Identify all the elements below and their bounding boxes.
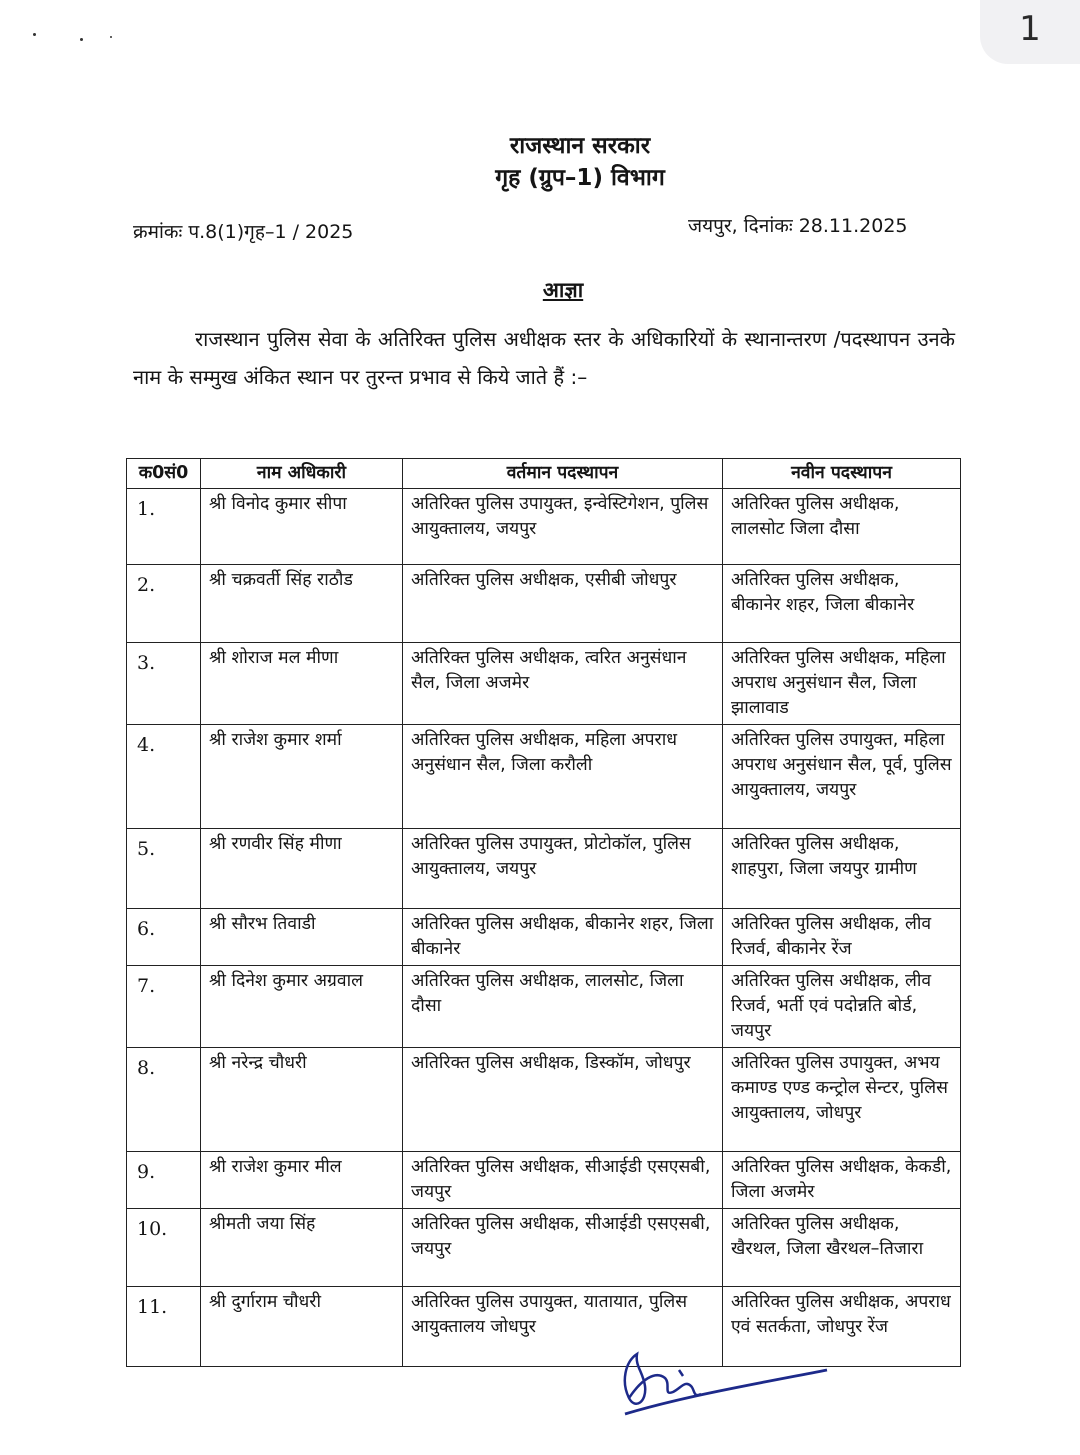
cell-current-posting: अतिरिक्त पुलिस उपायुक्त, इन्वेस्टिगेशन, पुलिस आयुक्तालय, जयपुर bbox=[403, 489, 723, 565]
order-body-text: राजस्थान पुलिस सेवा के अतिरिक्त पुलिस अधीक्षक स्तर के अधिकारियों के स्थानान्तरण /पदस्थापन उनके नाम के सम्मुख अंकित स्थान पर तुरन्त प्रभाव से किये जाते हैं :– bbox=[133, 327, 955, 389]
col-header-name: नाम अधिकारी bbox=[201, 459, 403, 489]
table-row bbox=[127, 829, 961, 909]
cell-sno: 8. bbox=[127, 1048, 201, 1152]
table-row bbox=[127, 966, 961, 1048]
government-name: राजस्थान सरकार bbox=[509, 133, 651, 159]
dust-speck bbox=[110, 36, 112, 38]
order-title: आज्ञा bbox=[542, 278, 584, 302]
cell-officer-name: श्री राजेश कुमार शर्मा bbox=[201, 725, 403, 829]
cell-officer-name: श्री रणवीर सिंह मीणा bbox=[201, 829, 403, 909]
cell-sno: 5. bbox=[127, 829, 201, 909]
cell-new-posting: अतिरिक्त पुलिस अधीक्षक, लीव रिजर्व, बीकानेर रेंज bbox=[723, 909, 961, 966]
cell-new-posting: अतिरिक्त पुलिस अधीक्षक, अपराध एवं सतर्कता, जोधपुर रेंज bbox=[723, 1287, 961, 1367]
cell-current-posting: अतिरिक्त पुलिस अधीक्षक, सीआईडी एसएसबी, जयपुर bbox=[403, 1209, 723, 1287]
cell-sno: 6. bbox=[127, 909, 201, 966]
page-number-badge: 1 bbox=[980, 0, 1080, 64]
table-row bbox=[127, 1209, 961, 1287]
cell-officer-name: श्री शोराज मल मीणा bbox=[201, 643, 403, 725]
cell-current-posting: अतिरिक्त पुलिस अधीक्षक, सीआईडी एसएसबी, जयपुर bbox=[403, 1152, 723, 1209]
cell-current-posting: अतिरिक्त पुलिस अधीक्षक, एसीबी जोधपुर bbox=[403, 565, 723, 643]
document-header bbox=[0, 130, 1080, 194]
reference-number: क्रमांकः प.8(1)गृह–1 / 2025 bbox=[133, 221, 354, 243]
cell-officer-name: श्री दुर्गाराम चौधरी bbox=[201, 1287, 403, 1367]
cell-new-posting: अतिरिक्त पुलिस अधीक्षक, लीव रिजर्व, भर्ती एवं पदोन्नति बोर्ड, जयपुर bbox=[723, 966, 961, 1048]
table-row bbox=[127, 909, 961, 966]
cell-new-posting: अतिरिक्त पुलिस अधीक्षक, महिला अपराध अनुसंधान सैल, जिला झालावाड bbox=[723, 643, 961, 725]
cell-current-posting: अतिरिक्त पुलिस अधीक्षक, त्वरित अनुसंधान सैल, जिला अजमेर bbox=[403, 643, 723, 725]
col-header-current-posting: वर्तमान पदस्थापन bbox=[403, 459, 723, 489]
cell-current-posting: अतिरिक्त पुलिस उपायुक्त, यातायात, पुलिस आयुक्तालय जोधपुर bbox=[403, 1287, 723, 1367]
cell-sno: 1. bbox=[127, 489, 201, 565]
dust-speck bbox=[80, 38, 83, 41]
cell-sno: 9. bbox=[127, 1152, 201, 1209]
table-row bbox=[127, 565, 961, 643]
cell-new-posting: अतिरिक्त पुलिस उपायुक्त, अभय कमाण्ड एण्ड कन्ट्रोल सेन्टर, पुलिस आयुक्तालय, जोधपुर bbox=[723, 1048, 961, 1152]
cell-sno: 10. bbox=[127, 1209, 201, 1287]
cell-officer-name: श्री नरेन्द्र चौधरी bbox=[201, 1048, 403, 1152]
cell-new-posting: अतिरिक्त पुलिस अधीक्षक, केकडी, जिला अजमेर bbox=[723, 1152, 961, 1209]
cell-sno: 11. bbox=[127, 1287, 201, 1367]
transfer-table bbox=[126, 458, 961, 1367]
cell-officer-name: श्रीमती जया सिंह bbox=[201, 1209, 403, 1287]
cell-officer-name: श्री चक्रवर्ती सिंह राठौड bbox=[201, 565, 403, 643]
cell-officer-name: श्री सौरभ तिवाडी bbox=[201, 909, 403, 966]
place-date: जयपुर, दिनांकः 28.11.2025 bbox=[688, 215, 908, 237]
cell-new-posting: अतिरिक्त पुलिस अधीक्षक, खैरथल, जिला खैरथल–तिजारा bbox=[723, 1209, 961, 1287]
cell-sno: 7. bbox=[127, 966, 201, 1048]
col-header-new-posting: नवीन पदस्थापन bbox=[723, 459, 961, 489]
table-row bbox=[127, 1048, 961, 1152]
cell-new-posting: अतिरिक्त पुलिस उपायुक्त, महिला अपराध अनुसंधान सैल, पूर्व, पुलिस आयुक्तालय, जयपुर bbox=[723, 725, 961, 829]
cell-new-posting: अतिरिक्त पुलिस अधीक्षक, लालसोट जिला दौसा bbox=[723, 489, 961, 565]
signature-mark bbox=[615, 1340, 835, 1425]
dust-speck bbox=[33, 33, 36, 36]
cell-new-posting: अतिरिक्त पुलिस अधीक्षक, शाहपुरा, जिला जयपुर ग्रामीण bbox=[723, 829, 961, 909]
cell-officer-name: श्री दिनेश कुमार अग्रवाल bbox=[201, 966, 403, 1048]
cell-current-posting: अतिरिक्त पुलिस अधीक्षक, बीकानेर शहर, जिला बीकानेर bbox=[403, 909, 723, 966]
cell-current-posting: अतिरिक्त पुलिस उपायुक्त, प्रोटोकॉल, पुलिस आयुक्तालय, जयपुर bbox=[403, 829, 723, 909]
cell-officer-name: श्री विनोद कुमार सीपा bbox=[201, 489, 403, 565]
department-name: गृह (ग्रुप–1) विभाग bbox=[495, 165, 665, 191]
cell-sno: 3. bbox=[127, 643, 201, 725]
cell-current-posting: अतिरिक्त पुलिस अधीक्षक, लालसोट, जिला दौसा bbox=[403, 966, 723, 1048]
table-row bbox=[127, 725, 961, 829]
table-row bbox=[127, 643, 961, 725]
table-row bbox=[127, 489, 961, 565]
cell-current-posting: अतिरिक्त पुलिस अधीक्षक, डिस्कॉम, जोधपुर bbox=[403, 1048, 723, 1152]
table-row bbox=[127, 1152, 961, 1209]
cell-current-posting: अतिरिक्त पुलिस अधीक्षक, महिला अपराध अनुसंधान सैल, जिला करौली bbox=[403, 725, 723, 829]
table-header-row bbox=[127, 459, 961, 489]
cell-new-posting: अतिरिक्त पुलिस अधीक्षक, बीकानेर शहर, जिला बीकानेर bbox=[723, 565, 961, 643]
cell-sno: 4. bbox=[127, 725, 201, 829]
col-header-sno: क0सं0 bbox=[127, 459, 201, 489]
table-row bbox=[127, 1287, 961, 1367]
cell-officer-name: श्री राजेश कुमार मील bbox=[201, 1152, 403, 1209]
cell-sno: 2. bbox=[127, 565, 201, 643]
